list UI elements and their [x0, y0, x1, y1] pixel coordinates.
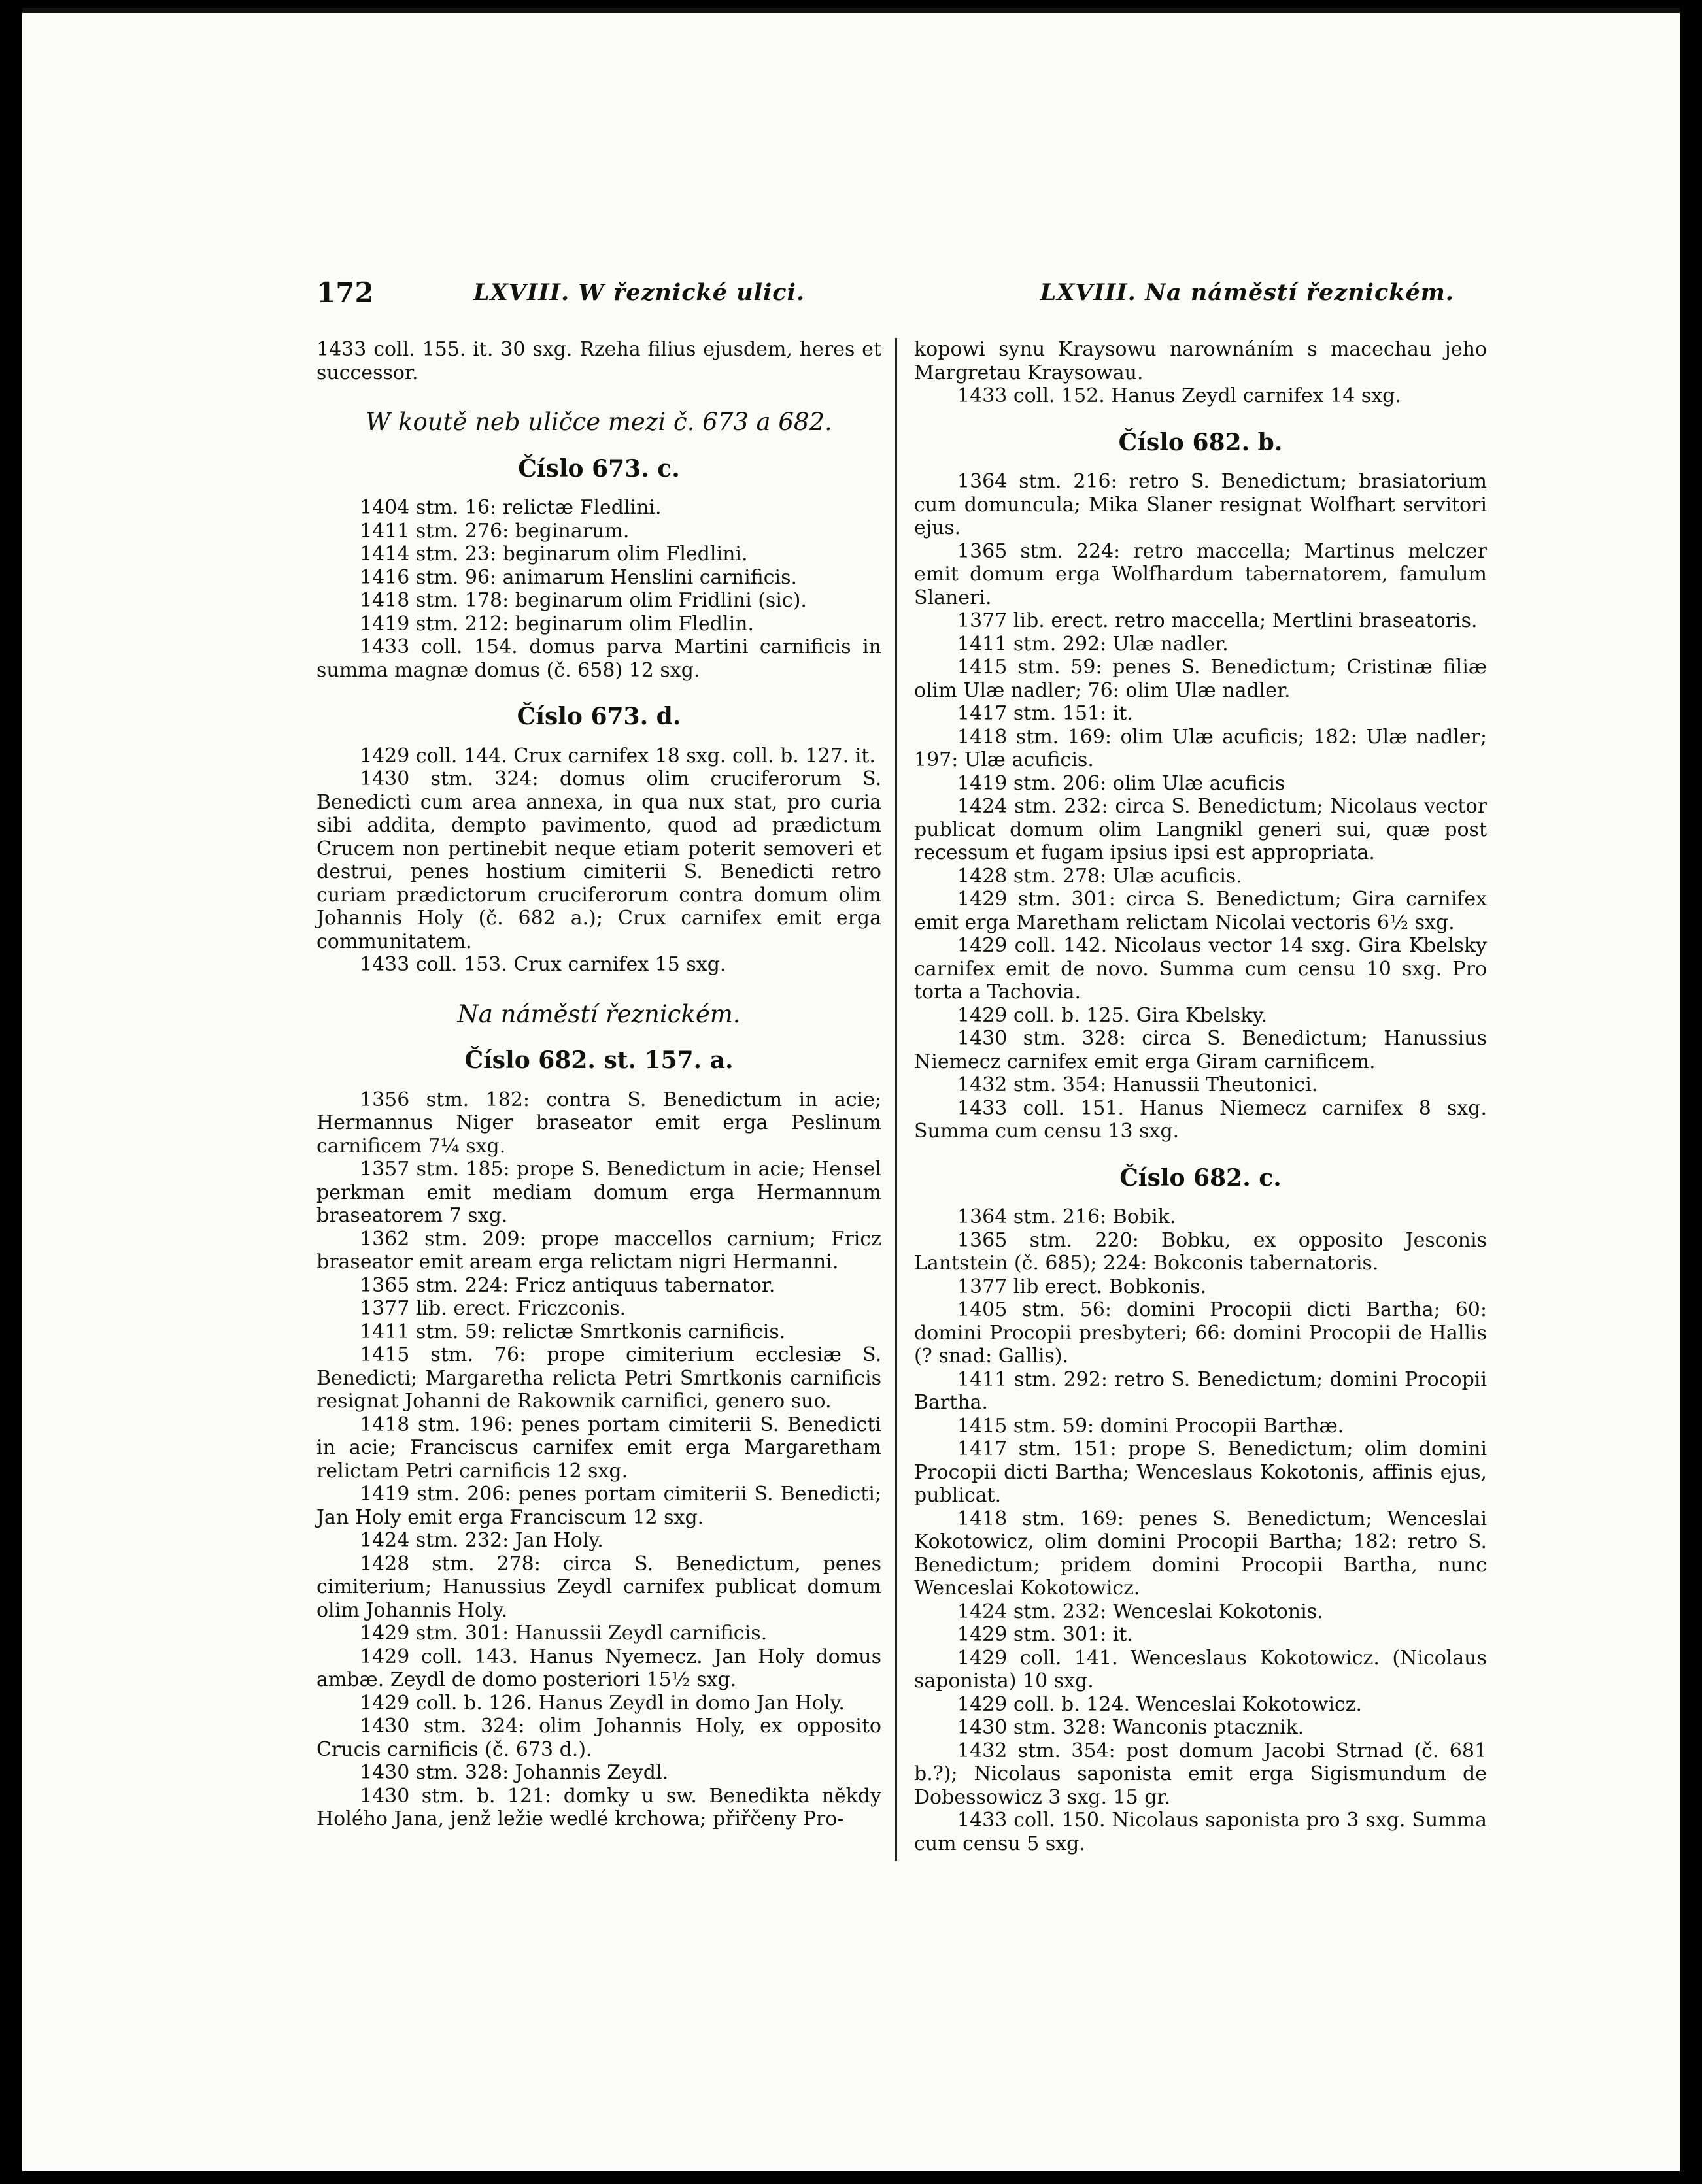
entry-paragraph: 1411 stm. 292: Ulæ nadler.	[957, 632, 1229, 656]
entry-paragraph: 1418 stm. 196: penes portam cimiterii S. Benedicti in acie; Franciscus carnifex emit erga Margaretham relictam Petri carnificis 12 sxg.	[316, 1413, 881, 1483]
entry-paragraph: 1418 stm. 178: beginarum olim Fridlini (sic).	[360, 589, 807, 612]
entry-paragraph: 1424 stm. 232: circa S. Benedictum; Nicolaus vector publicat domum olim Langnikl generi sui, quæ post recessum et fugam ipsius ipsi est appropriata.	[914, 795, 1487, 864]
entry-paragraph: 1365 stm. 224: Fricz antiquus tabernator.	[360, 1273, 775, 1297]
entry-paragraph: 1377 lib erect. Bobkonis.	[957, 1275, 1206, 1298]
entry-paragraph: 1433 coll. 151. Hanus Niemecz carnifex 8 sxg. Summa cum censu 13 sxg.	[914, 1096, 1487, 1143]
left-column	[316, 338, 881, 1831]
entry-paragraph: 1430 stm. 328: Johannis Zeydl.	[360, 1761, 669, 1784]
running-head-left: LXVIII. W řeznické ulici.	[473, 279, 806, 306]
entry-paragraph: 1405 stm. 56: domini Procopii dicti Bartha; 60: domini Procopii presbyteri; 66: domini Procopii de Hallis (? snad: Gallis).	[914, 1298, 1487, 1368]
entry-paragraph: 1430 stm. 328: Wanconis ptacznik.	[957, 1716, 1304, 1739]
entry-paragraph: 1419 stm. 206: olim Ulæ acuficis	[957, 771, 1285, 795]
entry-paragraph: 1415 stm. 76: prope cimiterium ecclesiæ S. Benedicti; Margaretha relicta Petri Smrtkonis carnificis resignat Johanni de Rakownik carnifici, genero suo.	[316, 1343, 881, 1413]
block-heading: Číslo 682. c.	[1119, 1164, 1282, 1192]
entry-paragraph: 1411 stm. 59: relictæ Smrtkonis carnificis.	[360, 1320, 786, 1343]
entry-paragraph: 1418 stm. 169: penes S. Benedictum; Wenceslai Kokotowicz, olim domini Procopii Bartha; 182: retro S. Benedictum; pridem domini Procopii Bartha, nunc Wenceslai Kokotowicz.	[914, 1507, 1487, 1600]
entry-paragraph: 1433 coll. 155. it. 30 sxg. Rzeha filius ejusdem, heres et successor.	[316, 338, 881, 384]
right-column	[914, 338, 1487, 1855]
entry-paragraph: 1429 coll. b. 126. Hanus Zeydl in domo Jan Holy.	[360, 1691, 845, 1715]
entry-paragraph: 1362 stm. 209: prope maccellos carnium; Fricz braseator emit aream erga relictam nigri Hermanni.	[316, 1227, 881, 1273]
entry-paragraph: 1365 stm. 224: retro maccella; Martinus melczer emit domum erga Wolfhardum tabernatorem, famulum Slaneri.	[914, 539, 1487, 609]
entry-paragraph: 1433 coll. 154. domus parva Martini carnificis in summa magnæ domus (č. 658) 12 sxg.	[316, 635, 881, 682]
entry-paragraph: 1429 stm. 301: it.	[957, 1623, 1133, 1646]
entry-paragraph: 1411 stm. 292: retro S. Benedictum; domini Procopii Bartha.	[914, 1368, 1487, 1414]
page-header	[316, 277, 1480, 316]
entry-paragraph: 1364 stm. 216: retro S. Benedictum; brasiatorium cum domuncula; Mika Slaner resignat Wolfhart servitori ejus.	[914, 470, 1487, 539]
entry-paragraph: 1356 stm. 182: contra S. Benedictum in acie; Hermannus Niger braseator emit erga Peslinum carnificem 7¼ sxg.	[316, 1088, 881, 1158]
entry-paragraph: 1429 coll. 142. Nicolaus vector 14 sxg. Gira Kbelsky carnifex emit de novo. Summa cum censu 10 sxg. Pro torta a Tachovia.	[914, 934, 1487, 1003]
entry-paragraph: 1433 coll. 152. Hanus Zeydl carnifex 14 sxg.	[957, 384, 1401, 407]
block-heading: Číslo 673. c.	[518, 454, 680, 482]
block-heading: Číslo 673. d.	[517, 703, 681, 730]
entry-paragraph: 1429 stm. 301: Hanussii Zeydl carnificis.	[360, 1622, 768, 1645]
entry-paragraph: 1419 stm. 212: beginarum olim Fledlin.	[360, 612, 755, 635]
entry-paragraph: 1424 stm. 232: Jan Holy.	[360, 1529, 604, 1552]
column-divider	[895, 338, 897, 1861]
entry-paragraph: 1419 stm. 206: penes portam cimiterii S. Benedicti; Jan Holy emit erga Franciscum 12 sxg.	[316, 1483, 881, 1529]
entry-paragraph: 1429 coll. 144. Crux carnifex 18 sxg. coll. b. 127. it.	[360, 744, 876, 767]
entry-paragraph: 1364 stm. 216: Bobik.	[957, 1205, 1176, 1228]
entry-paragraph: 1428 stm. 278: circa S. Benedictum, penes cimiterium; Hanussius Zeydl carnifex publicat domum olim Johannis Holy.	[316, 1552, 881, 1622]
block-heading: Číslo 682. b.	[1118, 428, 1283, 456]
entry-paragraph: 1404 stm. 16: relictæ Fledlini.	[360, 496, 662, 519]
section-title: Na náměstí řeznickém.	[457, 1000, 741, 1028]
entry-paragraph: 1357 stm. 185: prope S. Benedictum in acie; Hensel perkman emit mediam domum erga Hermannum braseatorem 7 sxg.	[316, 1158, 881, 1227]
entry-paragraph: 1432 stm. 354: Hanussii Theutonici.	[957, 1073, 1318, 1096]
entry-paragraph: 1429 coll. b. 124. Wenceslai Kokotowicz.	[957, 1692, 1363, 1716]
entry-paragraph: 1411 stm. 276: beginarum.	[360, 519, 630, 543]
entry-paragraph: kopowi synu Kraysowu narownáním s macechau jeho Margretau Kraysowau.	[914, 338, 1487, 384]
entry-paragraph: 1429 coll. 141. Wenceslaus Kokotowicz. (Nicolaus saponista) 10 sxg.	[914, 1646, 1487, 1692]
running-head-right: LXVIII. Na náměstí řeznickém.	[1040, 279, 1454, 306]
entry-paragraph: 1365 stm. 220: Bobku, ex opposito Jesconis Lantstein (č. 685); 224: Bokconis tabernatoris.	[914, 1228, 1487, 1275]
entry-paragraph: 1416 stm. 96: animarum Henslini carnificis.	[360, 565, 798, 589]
entry-paragraph: 1432 stm. 354: post domum Jacobi Strnad (č. 681 b.?); Nicolaus saponista emit erga Sigismundum de Dobessowicz 3 sxg. 15 gr.	[914, 1739, 1487, 1809]
entry-paragraph: 1429 stm. 301: circa S. Benedictum; Gira carnifex emit erga Maretham relictam Nicolai vectoris 6½ sxg.	[914, 888, 1487, 934]
entry-paragraph: 1415 stm. 59: penes S. Benedictum; Cristinæ filiæ olim Ulæ nadler; 76: olim Ulæ nadler.	[914, 656, 1487, 702]
entry-paragraph: 1433 coll. 150. Nicolaus saponista pro 3 sxg. Summa cum censu 5 sxg.	[914, 1809, 1487, 1855]
entry-paragraph: 1424 stm. 232: Wenceslai Kokotonis.	[957, 1600, 1323, 1623]
entry-paragraph: 1429 coll. 143. Hanus Nyemecz. Jan Holy domus ambæ. Zeydl de domo posteriori 15½ sxg.	[316, 1645, 881, 1691]
entry-paragraph: 1430 stm. 324: olim Johannis Holy, ex opposito Crucis carnificis (č. 673 d.).	[316, 1715, 881, 1761]
entry-paragraph: 1377 lib. erect. retro maccella; Mertlini braseatoris.	[957, 609, 1478, 632]
entry-paragraph: 1377 lib. erect. Friczconis.	[360, 1297, 626, 1320]
entry-paragraph: 1429 coll. b. 125. Gira Kbelsky.	[957, 1003, 1267, 1027]
entry-paragraph: 1430 stm. 328: circa S. Benedictum; Hanussius Niemecz carnifex emit erga Giram carnificem.	[914, 1027, 1487, 1073]
entry-paragraph: 1415 stm. 59: domini Procopii Barthæ.	[957, 1414, 1344, 1437]
entry-paragraph: 1430 stm. b. 121: domky u sw. Benedikta někdy Holého Jana, jenž ležie wedlé krchowa; přiřčeny Pro-	[316, 1784, 881, 1830]
page-number: 172	[316, 277, 374, 309]
entry-paragraph: 1414 stm. 23: beginarum olim Fledlini.	[360, 543, 748, 565]
entry-paragraph: 1418 stm. 169: olim Ulæ acuficis; 182: Ulæ nadler; 197: Ulæ acuficis.	[914, 725, 1487, 771]
entry-paragraph: 1417 stm. 151: prope S. Benedictum; olim domini Procopii dicti Bartha; Wenceslaus Kokotonis, affinis ejus, publicat.	[914, 1437, 1487, 1507]
entry-paragraph: 1433 coll. 153. Crux carnifex 15 sxg.	[360, 953, 726, 976]
block-heading: Číslo 682. st. 157. a.	[464, 1047, 734, 1074]
entry-paragraph: 1430 stm. 324: domus olim cruciferorum S. Benedicti cum area annexa, in qua nux stat, pro curia sibi addita, dempto pavimento, quod ad prædictum Crucem non pertinebit neque etiam poterit semoveri et destrui, penes hostium cimiterii S. Benedicti retro curiam prædictorum cruciferorum contra domum olim Johannis Holy (č. 682 a.); Crux carnifex emit erga communitatem.	[316, 767, 881, 953]
section-title: W koutě neb uličce mezi č. 673 a 682.	[366, 408, 832, 436]
entry-paragraph: 1417 stm. 151: it.	[957, 702, 1133, 725]
entry-paragraph: 1428 stm. 278: Ulæ acuficis.	[957, 864, 1242, 888]
